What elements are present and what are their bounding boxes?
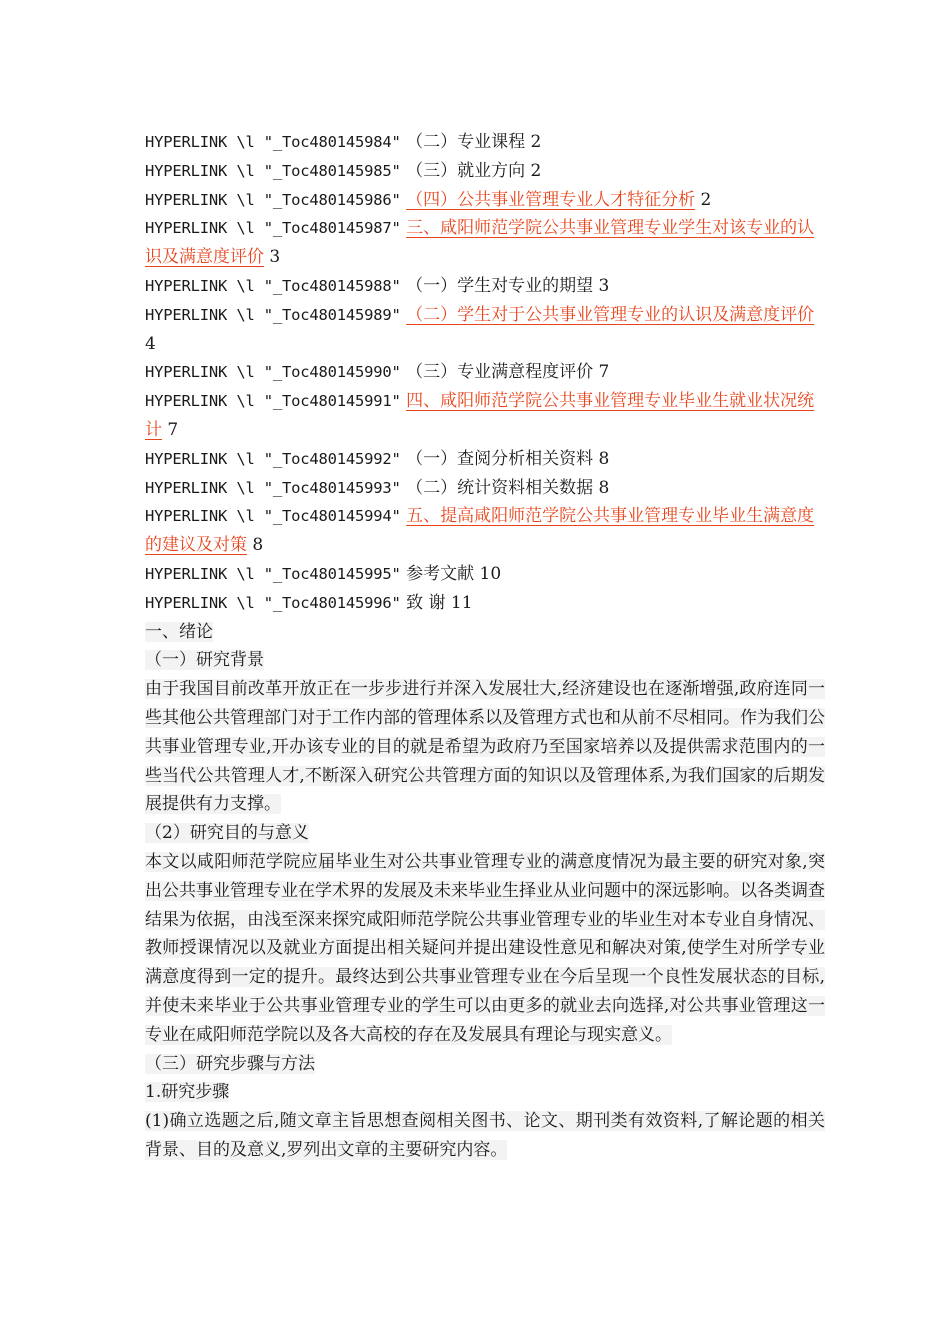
toc-page-number: 8 — [598, 448, 610, 469]
toc-entry — [145, 474, 825, 503]
toc-field-code: HYPERLINK \l "_Toc480145985" — [145, 161, 401, 180]
toc-title: 致 谢 — [406, 592, 446, 613]
toc-title: （二）专业课程 — [406, 132, 526, 152]
toc-entry — [145, 272, 825, 301]
table-of-contents — [145, 128, 825, 618]
toc-page-number: 7 — [598, 362, 610, 383]
section-heading-steps: （三）研究步骤与方法 — [145, 1053, 315, 1074]
paragraph-background: 由于我国目前改革开放正在一步步进行并深入发展壮大,经济建设也在逐渐增强,政府连同一些其他公共管理部门对于工作内部的管理体系以及管理方式也和从前不尽相同。作为我们公共事业管理专业,开办该专业的目的就是希望为政府乃至国家培养以及提供需求范围内的一些当代公共管理人才,不断深入研究公共管理方面的知识以及管理体系,为我们国家的后期发展提供有力支撑。 — [145, 679, 825, 815]
toc-page-number: 7 — [167, 419, 179, 440]
toc-field-code: HYPERLINK \l "_Toc480145984" — [145, 133, 401, 151]
toc-entry — [145, 157, 825, 186]
toc-field-code: HYPERLINK \l "_Toc480145986" — [145, 190, 401, 209]
toc-title: （三）专业满意程度评价 — [406, 362, 594, 383]
toc-field-code: HYPERLINK \l "_Toc480145996" — [145, 593, 401, 612]
toc-entry — [145, 445, 825, 474]
chapter-heading: 一、绪论 — [145, 621, 213, 642]
toc-field-code: HYPERLINK \l "_Toc480145995" — [145, 564, 401, 583]
toc-title: （三）就业方向 — [406, 160, 526, 181]
toc-field-code: HYPERLINK \l "_Toc480145989" — [145, 305, 401, 324]
toc-entry[interactable] — [145, 214, 825, 272]
toc-page-number: 8 — [252, 535, 264, 556]
toc-entry[interactable] — [145, 502, 825, 560]
section-heading-background: （一）研究背景 — [145, 650, 264, 671]
toc-title: （一）查阅分析相关资料 — [406, 448, 594, 469]
toc-field-code: HYPERLINK \l "_Toc480145992" — [145, 449, 401, 468]
toc-entry — [145, 589, 825, 618]
toc-entry[interactable] — [145, 186, 825, 215]
toc-field-code: HYPERLINK \l "_Toc480145988" — [145, 276, 401, 295]
document-page — [145, 128, 825, 1165]
toc-entry — [145, 560, 825, 589]
toc-field-code: HYPERLINK \l "_Toc480145990" — [145, 363, 401, 382]
toc-field-code: HYPERLINK \l "_Toc480145987" — [145, 219, 401, 238]
subsection-heading-steps: 1.研究步骤 — [145, 1082, 230, 1103]
toc-title: （一）学生对专业的期望 — [406, 275, 594, 296]
toc-field-code: HYPERLINK \l "_Toc480145991" — [145, 392, 401, 411]
toc-title: 参考文献 — [406, 563, 475, 584]
toc-page-number: 11 — [450, 592, 473, 613]
toc-link[interactable]: 三、咸阳师范学院公共事业管理专业学生对该专业的认识及满意度评价 — [145, 218, 815, 268]
paragraph-purpose: 本文以咸阳师范学院应届毕业生对公共事业管理专业的满意度情况为最主要的研究对象,突出公共事业管理专业在学术界的发展及未来毕业生择业从业问题中的深远影响。以各类调查结果为依据，由浅至深来探究咸阳师范学院公共事业管理专业的毕业生对本专业自身情况、教师授课情况以及就业方面提出相关疑问并提出建设性意见和解决对策,使学生对所学专业满意度得到一定的提升。最终达到公共事业管理专业在今后呈现一个良性发展状态的目标,并使未来毕业于公共事业管理专业的学生可以由更多的就业去向选择,对公共事业管理这一专业在咸阳师范学院以及各大高校的存在及发展具有理论与现实意义。 — [145, 851, 825, 1045]
toc-field-code: HYPERLINK \l "_Toc480145994" — [145, 507, 401, 526]
toc-entry[interactable] — [145, 301, 825, 359]
toc-page-number: 3 — [269, 247, 281, 268]
toc-page-number: 2 — [700, 189, 712, 210]
toc-page-number: 3 — [598, 275, 610, 296]
toc-title: （二）统计资料相关数据 — [406, 477, 594, 498]
toc-page-number: 8 — [598, 477, 610, 498]
toc-page-number: 2 — [530, 132, 542, 152]
toc-link[interactable]: （二）学生对于公共事业管理专业的认识及满意度评价 — [406, 304, 815, 325]
toc-link[interactable]: （四）公共事业管理专业人才特征分析 — [406, 189, 696, 210]
toc-page-number: 2 — [530, 160, 542, 181]
toc-link[interactable]: 四、咸阳师范学院公共事业管理专业毕业生就业状况统计 — [145, 391, 815, 440]
toc-link[interactable]: 五、提高咸阳师范学院公共事业管理专业毕业生满意度的建议及对策 — [145, 506, 815, 556]
toc-entry — [145, 128, 825, 157]
toc-page-number: 10 — [479, 563, 502, 584]
toc-field-code: HYPERLINK \l "_Toc480145993" — [145, 478, 401, 497]
toc-page-number: 4 — [145, 333, 156, 354]
section-heading-purpose: （2）研究目的与意义 — [145, 823, 309, 844]
toc-entry[interactable] — [145, 387, 825, 445]
toc-entry — [145, 358, 825, 387]
paragraph-steps: (1)确立选题之后,随文章主旨思想查阅相关图书、论文、期刊类有效资料,了解论题的相关背景、目的及意义,罗列出文章的主要研究内容。 — [145, 1111, 825, 1160]
